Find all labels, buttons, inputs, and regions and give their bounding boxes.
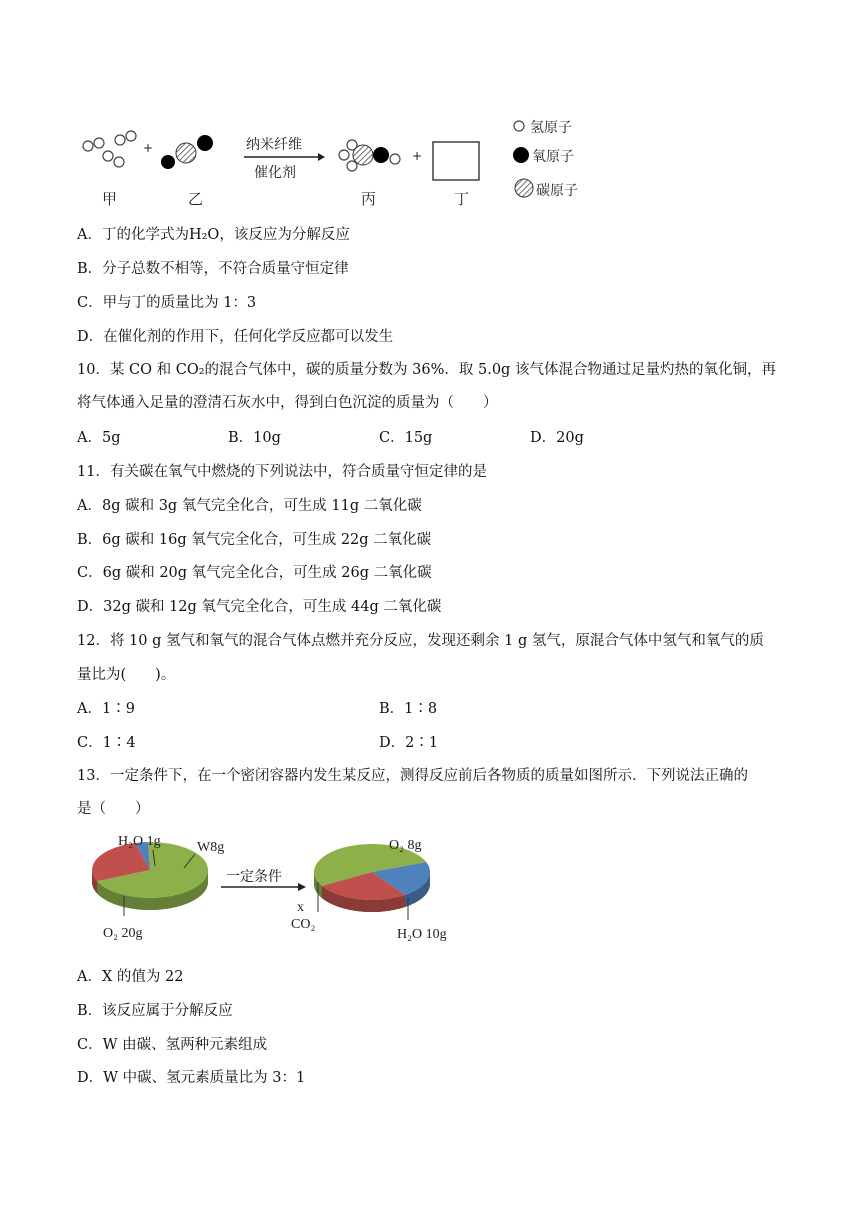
q10-stem-line1: 10．某 CO 和 CO₂的混合气体中，碳的质量分数为 36%．取 5.0g 该气体混合物通过足量灼热的氧化铜，再 (77, 362, 776, 378)
after-co2-label: CO₂ (291, 917, 316, 932)
q12-stem-line1: 12．将 10 g 氢气和氧气的混合气体点燃并充分反应，发现还剩余 1 g 氢气，原混合气体中氢气和氧气的质 (77, 633, 764, 649)
legend-hydrogen: 氢原子 (530, 120, 572, 136)
label-yi: 乙 (188, 190, 204, 208)
label-bing: 丙 (361, 190, 377, 208)
q9-option-b: B．分子总数不相等，不符合质量守恒定律 (77, 261, 349, 277)
q13-option-a: A．X 的值为 22 (77, 969, 184, 985)
label-ding: 丁 (454, 190, 470, 208)
before-w-label: W8g (197, 840, 225, 855)
q12-stem-line2: 量比为( )。 (77, 667, 176, 683)
q12-option-d: D．2∶1 (379, 735, 439, 751)
q11-option-b: B．6g 碳和 16g 氧气完全化合，可生成 22g 二氧化碳 (77, 532, 432, 548)
legend-oxygen: 氧原子 (532, 149, 574, 165)
condition-arrow-head (298, 883, 306, 891)
oxygen-legend-icon (513, 147, 529, 163)
q13-stem-line2: 是（ ） (77, 801, 150, 817)
q11-option-d: D．32g 碳和 12g 氧气完全化合，可生成 44g 二氧化碳 (77, 599, 442, 615)
hydrogen-molecules (83, 131, 136, 167)
carbon-legend-icon (515, 179, 533, 197)
after-o2-label: O₂ 8g (389, 838, 422, 853)
q9-option-c: C．甲与丁的质量比为 1：3 (77, 295, 257, 311)
before-h2o-label: H₂O 1g (118, 834, 161, 849)
after-h2o-label: H₂O 10g (397, 927, 447, 942)
reaction-condition-bottom: 催化剂 (254, 165, 296, 181)
plus-sign-2: + (412, 149, 423, 163)
q13-option-c: C．W 由碳、氢两种元素组成 (77, 1037, 268, 1053)
q11-option-c: C．6g 碳和 20g 氧气完全化合，可生成 26g 二氧化碳 (77, 565, 432, 581)
q13-stem-line1: 13．一定条件下，在一个密闭容器内发生某反应，测得反应前后各物质的质量如图所示．下列说法正确的 (77, 768, 748, 784)
q11-option-a: A．8g 碳和 3g 氧气完全化合，可生成 11g 二氧化碳 (77, 498, 422, 514)
q12-option-b: B．1∶8 (379, 701, 438, 717)
q10-option-c: C．15g (379, 430, 433, 446)
product-molecule (339, 140, 400, 171)
q12-option-c: C．1∶4 (77, 735, 136, 751)
co2-molecule (161, 135, 213, 169)
condition-label: 一定条件 (226, 869, 282, 885)
q10-option-a: A．5g (77, 430, 121, 446)
q11-stem: 11．有关碳在氧气中燃烧的下列说法中，符合质量守恒定律的是 (77, 464, 487, 480)
q10-stem-line2: 将气体通入足量的澄清石灰水中，得到白色沉淀的质量为（ ） (77, 395, 498, 411)
q12-option-a: A．1∶9 (77, 701, 135, 717)
plus-sign-1: + (143, 141, 154, 155)
q9-option-d: D．在催化剂的作用下，任何化学反应都可以发生 (77, 329, 394, 345)
q9-option-a: A．丁的化学式为H₂O，该反应为分解反应 (77, 227, 350, 243)
unknown-product-box (433, 142, 479, 180)
q10-option-d: D．20g (530, 430, 584, 446)
q10-option-b: B．10g (228, 430, 281, 446)
legend-carbon: 碳原子 (536, 183, 578, 199)
q13-option-b: B．该反应属于分解反应 (77, 1003, 233, 1019)
after-x-label: x (297, 900, 304, 915)
hydrogen-legend-icon (514, 121, 524, 131)
reaction-condition-top: 纳米纤维 (246, 137, 302, 153)
q13-option-d: D．W 中碳、氢元素质量比为 3：1 (77, 1070, 306, 1086)
label-jia: 甲 (102, 190, 118, 208)
reaction-diagram (0, 0, 860, 220)
before-o2-label: O₂ 20g (103, 926, 143, 941)
